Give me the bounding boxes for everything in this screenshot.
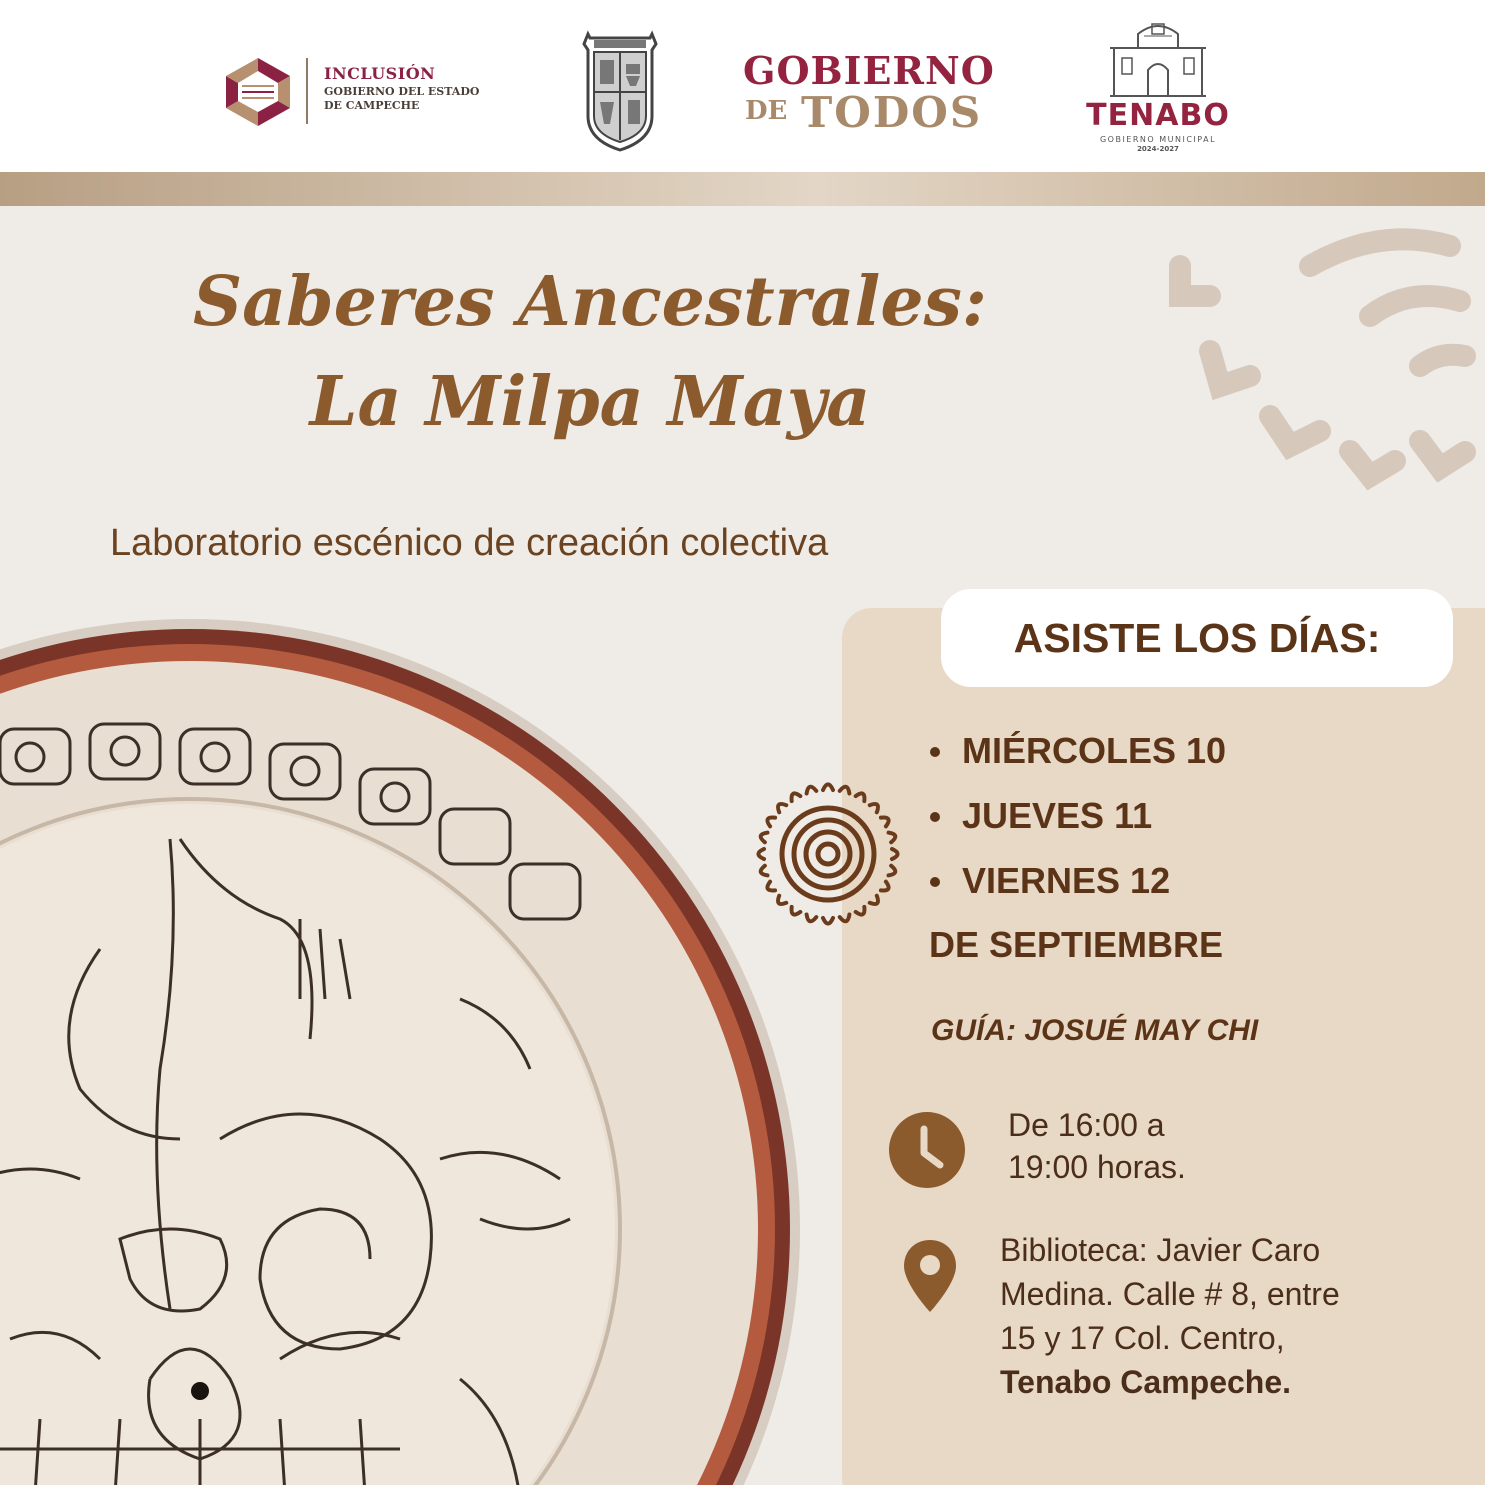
- inclusion-subtitle-line: GOBIERNO DEL ESTADO: [324, 85, 480, 98]
- address-line: Medina. Calle # 8, entre: [1000, 1276, 1340, 1312]
- spiral-bump: [881, 818, 889, 827]
- spiral-bump: [881, 882, 889, 891]
- spiral-bump: [840, 787, 850, 794]
- address-line: Biblioteca: Javier Caro: [1000, 1232, 1321, 1268]
- spiral-bump: [807, 787, 817, 794]
- coat-of-arms-icon: [580, 30, 660, 154]
- spiral-bump: [870, 804, 878, 812]
- header-bar: [0, 0, 1485, 172]
- map-pin-icon: [902, 1238, 958, 1314]
- spiral-bump: [792, 793, 801, 801]
- spiral-bump: [889, 866, 896, 876]
- event-title: [0, 252, 1180, 452]
- guide-label: GUÍA: JOSUÉ MAY CHI: [931, 1014, 1259, 1047]
- maya-spiral-icon: [748, 772, 908, 932]
- spiral-bump: [807, 915, 817, 922]
- gobierno-todos-text: TODOS: [801, 88, 983, 137]
- inclusion-mark-icon: [220, 56, 296, 128]
- spiral-bump: [892, 849, 898, 859]
- spiral-bump: [758, 849, 764, 859]
- event-title-line: La Milpa Maya: [309, 362, 871, 442]
- spiral-bump: [823, 918, 833, 924]
- day-item: [930, 783, 1450, 848]
- tenabo-years: 2024-2027: [1137, 145, 1179, 153]
- spiral-bump: [761, 833, 768, 843]
- address-text: [1000, 1228, 1470, 1404]
- spiral-bump: [823, 784, 833, 790]
- day-label: VIERNES 12: [962, 860, 1171, 901]
- bullet-icon: [930, 747, 940, 757]
- spiral-bump: [761, 866, 768, 876]
- time-text: [1008, 1104, 1186, 1188]
- spiral-bump: [792, 907, 801, 915]
- inclusion-title: INCLUSIÓN: [324, 64, 436, 83]
- inclusion-subtitle: [324, 85, 479, 113]
- days-heading: ASISTE LOS DÍAS:: [1013, 615, 1381, 661]
- inclusion-logo: [220, 56, 510, 128]
- bullet-icon: [930, 812, 940, 822]
- spiral-bump: [856, 793, 865, 801]
- municipal-building-icon: [1108, 18, 1208, 98]
- address-line: 15 y 17 Col. Centro,: [1000, 1320, 1285, 1356]
- event-title-line: Saberes Ancestrales:: [193, 262, 987, 342]
- logo-divider: [306, 58, 308, 124]
- spiral-bump: [778, 896, 786, 904]
- gobierno-de-todos-logo: [743, 48, 993, 138]
- tenabo-logo: [1072, 18, 1244, 158]
- day-label: JUEVES 11: [962, 795, 1153, 836]
- month-label: DE SEPTIEMBRE: [929, 924, 1224, 965]
- days-list: [930, 718, 1450, 913]
- address-city: Tenabo Campeche.: [1000, 1364, 1292, 1400]
- poster-body: [0, 206, 1485, 1485]
- bullet-icon: [930, 877, 940, 887]
- time-line: 19:00 horas.: [1008, 1149, 1186, 1185]
- spiral-bump: [767, 818, 775, 827]
- spiral-bump: [767, 882, 775, 891]
- clock-icon: [888, 1111, 966, 1189]
- day-item: [930, 718, 1450, 783]
- spiral-bump: [889, 833, 896, 843]
- event-subtitle: Laboratorio escénico de creación colectiva: [110, 522, 829, 564]
- tenabo-subtitle: GOBIERNO MUNICIPAL: [1099, 135, 1217, 144]
- spiral-bump: [856, 907, 865, 915]
- decorative-band: [0, 172, 1485, 206]
- maya-plate-image: [0, 619, 800, 1485]
- day-item: [930, 848, 1450, 913]
- gobierno-text: GOBIERNO: [743, 48, 995, 93]
- gobierno-de-text: DE: [745, 96, 788, 126]
- day-label: MIÉRCOLES 10: [962, 730, 1227, 771]
- spiral-bump: [840, 915, 850, 922]
- spiral-bump: [778, 804, 786, 812]
- spiral-bump: [870, 896, 878, 904]
- tenabo-name: TENABO: [1086, 98, 1230, 133]
- days-heading-pill: [941, 589, 1453, 687]
- inclusion-subtitle-line: DE CAMPECHE: [324, 99, 420, 112]
- time-line: De 16:00 a: [1008, 1107, 1165, 1143]
